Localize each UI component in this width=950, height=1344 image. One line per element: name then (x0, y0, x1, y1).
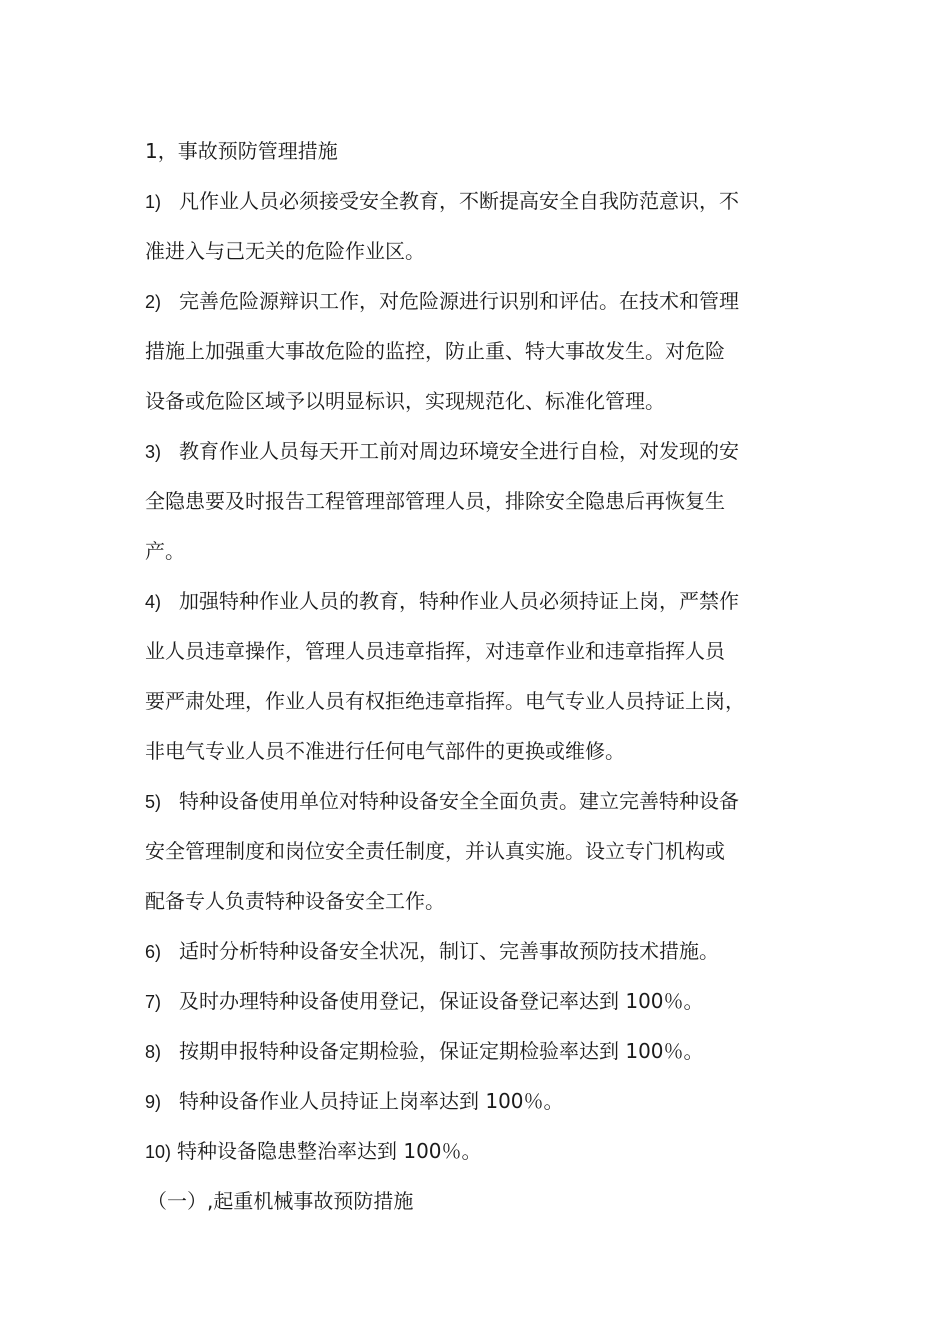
list-item-1-line-2: 准进入与己无关的危险作业区。 (145, 239, 425, 263)
list-item-number: 9) (145, 1092, 162, 1112)
subsection-heading: （一）,起重机械事故预防措施 (147, 1189, 414, 1213)
list-item-4-line-3: 要严肃处理，作业人员有权拒绝违章指挥。电气专业人员持证上岗， (145, 689, 745, 713)
list-item-1-line-1 (145, 176, 835, 226)
list-item-3-line-2: 全隐患要及时报告工程管理部管理人员，排除安全隐患后再恢复生 (145, 489, 725, 513)
list-item-number: 1) (145, 192, 162, 212)
list-item-text: 特种设备使用单位对特种设备安全全面负责。建立完善特种设备 (179, 789, 739, 813)
list-item-text: 及时办理特种设备使用登记，保证设备登记率达到 100％。 (179, 989, 704, 1013)
list-item-5-line-3: 配备专人负责特种设备安全工作。 (145, 889, 445, 913)
list-item-number: 7) (145, 992, 162, 1012)
list-item-number: 2) (145, 292, 162, 312)
list-item-text: 加强特种作业人员的教育，特种作业人员必须持证上岗，严禁作 (179, 589, 739, 613)
list-item-5-line-1 (145, 776, 835, 826)
list-item-number: 8) (145, 1042, 162, 1062)
list-item-10-line-1 (145, 1126, 835, 1176)
list-item-5-line-2: 安全管理制度和岗位安全责任制度，并认真实施。设立专门机构或 (145, 839, 725, 863)
list-item-4-line-4: 非电气专业人员不准进行任何电气部件的更换或维修。 (145, 739, 625, 763)
list-item-2-line-3: 设备或危险区域予以明显标识，实现规范化、标准化管理。 (145, 389, 665, 413)
list-item-4-line-2: 业人员违章操作，管理人员违章指挥，对违章作业和违章指挥人员 (145, 639, 725, 663)
section-heading: 1，事故预防管理措施 (145, 139, 338, 163)
document-body (145, 126, 835, 1226)
list-item-6-line-1 (145, 926, 835, 976)
list-item-number: 10) (145, 1142, 172, 1162)
list-item-text: 特种设备作业人员持证上岗率达到 100％。 (179, 1089, 564, 1113)
list-item-2-line-2: 措施上加强重大事故危险的监控，防止重、特大事故发生。对危险 (145, 339, 725, 363)
list-item-text: 完善危险源辩识工作，对危险源进行识别和评估。在技术和管理 (179, 289, 739, 313)
list-item-3-line-1 (145, 426, 835, 476)
list-item-4-line-1 (145, 576, 835, 626)
list-item-2-line-1 (145, 276, 835, 326)
list-item-7-line-1 (145, 976, 835, 1026)
list-item-text: 特种设备隐患整治率达到 100％。 (177, 1139, 482, 1163)
list-item-text: 教育作业人员每天开工前对周边环境安全进行自检，对发现的安 (179, 439, 739, 463)
list-item-number: 3) (145, 442, 162, 462)
list-item-number: 4) (145, 592, 162, 612)
list-item-9-line-1 (145, 1076, 835, 1126)
list-item-8-line-1 (145, 1026, 835, 1076)
list-item-text: 按期申报特种设备定期检验，保证定期检验率达到 100％。 (179, 1039, 704, 1063)
list-item-text: 适时分析特种设备安全状况，制订、完善事故预防技术措施。 (179, 939, 719, 963)
list-item-3-line-3: 产。 (145, 539, 185, 563)
list-item-number: 6) (145, 942, 162, 962)
list-item-number: 5) (145, 792, 162, 812)
list-item-text: 凡作业人员必须接受安全教育，不断提高安全自我防范意识，不 (179, 189, 739, 213)
